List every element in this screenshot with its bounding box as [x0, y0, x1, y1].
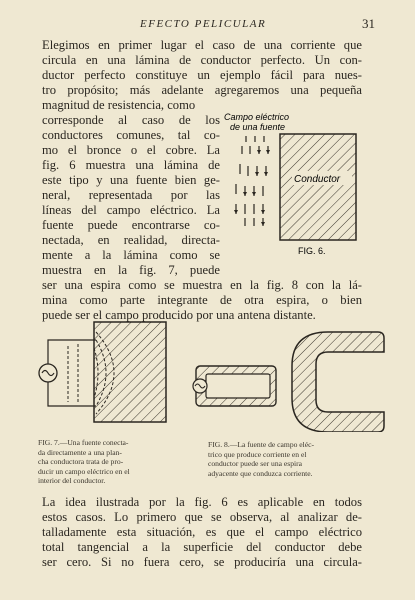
fig6-field-label-2: de una fuente [230, 122, 286, 132]
text-line: ser cero. Si no fuera cero, se produciría una circula- [42, 555, 362, 569]
text-line: nectada, en realidad, directa- [42, 233, 220, 247]
text-line: mina como parte integrante de otra espira, o bien [42, 293, 362, 307]
text-line: muestra en la fig. 7, puede [42, 263, 220, 277]
caption-line: cha conductora trata de pro- [38, 457, 124, 466]
figure-7 [36, 318, 176, 428]
caption-line: ducir un campo eléctrico en el [38, 466, 130, 476]
text-line: líneas del campo eléctrico. La [42, 203, 220, 217]
caption-line: adyacente que conduzca corriente. [208, 468, 313, 478]
text-line: Elegimos en primer lugar el caso de una corriente que [42, 38, 362, 52]
text-line: neral, representada por las [42, 188, 220, 202]
conductor-sheet [94, 322, 166, 422]
text-line: mente a la lámina como se [42, 248, 220, 262]
conductor-slab [280, 134, 356, 240]
text-line: conductores comunes, tal co- [42, 128, 220, 142]
text-line: puede ser el campo producido por una antena distante. [42, 308, 316, 322]
text-line: talladamente esta situación, es que el campo eléctrico [42, 525, 362, 539]
figure-8 [188, 328, 388, 432]
text-line: este tipo y una fuente bien ge- [42, 173, 220, 187]
text-line: ser una espira como se muestra en la fig. 8 con la lá- [42, 278, 362, 292]
running-header [140, 18, 375, 30]
caption-line: FIG. 8.—La fuente de campo eléc- [208, 440, 315, 449]
running-title: EFECTO PELICULAR [140, 18, 267, 30]
fig8-caption [208, 440, 314, 478]
text-line: estos casos. Lo primero que se observa, al analizar de- [42, 510, 362, 524]
text-line: La idea ilustrada por la fig. 6 es aplicable en todos [42, 495, 362, 509]
conductor-loop [292, 332, 384, 432]
text-line: magnitud de resistencia, como [42, 98, 196, 112]
text-line: circula en una lámina de conductor perfecto. Un con- [42, 53, 362, 67]
caption-line: da directamente a una plan- [38, 447, 122, 457]
text-line: corresponde al caso de los [42, 113, 220, 127]
page-number: 31 [362, 16, 375, 31]
fig6-caption: FIG. 6. [298, 246, 326, 256]
caption-line: conductor puede ser una espira [208, 459, 303, 468]
caption-line: trico que produce corriente en el [208, 449, 307, 459]
text-line: tro propósito; más adelante agregaremos una pequeña [42, 83, 362, 97]
fig6-field-label-1: Campo eléctrico [224, 112, 290, 122]
fig6-conductor-label: Conductor [294, 174, 341, 185]
fig7-caption [38, 438, 130, 486]
text-line: fuente puede encontrarse co- [42, 218, 220, 232]
caption-line: FIG. 7.—Una fuente conecta- [38, 438, 129, 447]
loop-inner [206, 374, 270, 398]
figure-6 [222, 108, 362, 258]
caption-line: interior del conductor. [38, 476, 106, 485]
field-arrowheads [234, 150, 270, 226]
text-line: fig. 6 muestra una lámina de [42, 158, 220, 172]
text-line: mo el bronce o el cobre. La [42, 143, 220, 157]
text-line: ductor perfecto constituye un ejemplo fácil para nues- [42, 68, 362, 82]
text-line: total tangencial a la superficie del conductor debe [42, 540, 362, 554]
